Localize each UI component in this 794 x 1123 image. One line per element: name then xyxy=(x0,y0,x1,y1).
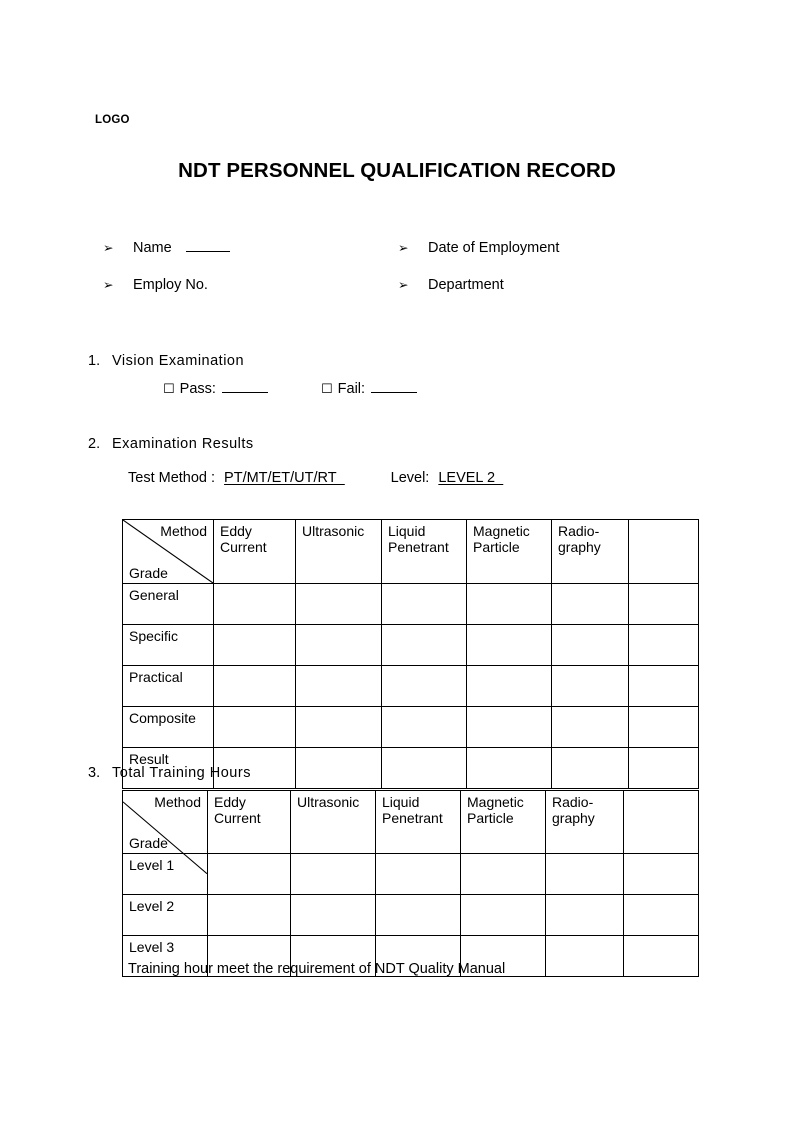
cell-specific-ultrasonic[interactable] xyxy=(296,625,382,666)
arrow-bullet-icon: ➢ xyxy=(103,277,114,292)
cell-practical-liquid-penetrant[interactable] xyxy=(382,666,467,707)
cell-level-2-eddy-current[interactable] xyxy=(208,895,291,936)
vision-fail-label: Fail: xyxy=(337,381,366,397)
cell-practical-magnetic-particle[interactable] xyxy=(467,666,552,707)
cell-composite-ultrasonic[interactable] xyxy=(296,707,382,748)
vision-pass-option[interactable] xyxy=(163,381,268,397)
vision-fail-blank[interactable] xyxy=(371,381,417,393)
cell-general-ultrasonic[interactable] xyxy=(296,584,382,625)
section-number: 1. xyxy=(88,353,101,369)
cell-result-liquid-penetrant[interactable] xyxy=(382,748,467,789)
section-title: Total Training Hours xyxy=(112,765,251,781)
field-employ-no-label: Employ No. xyxy=(133,277,208,293)
column-header-label: Radio- graphy xyxy=(552,794,595,827)
field-department xyxy=(398,277,504,293)
column-header-label: Liquid Penetrant xyxy=(382,794,443,827)
cell-specific-magnetic-particle[interactable] xyxy=(467,625,552,666)
cell-result-ultrasonic[interactable] xyxy=(296,748,382,789)
cell-composite-blank[interactable] xyxy=(629,707,699,748)
column-header-ultrasonic xyxy=(291,791,376,854)
column-header-label: Magnetic Particle xyxy=(473,523,530,556)
cell-composite-magnetic-particle[interactable] xyxy=(467,707,552,748)
column-header-ultrasonic xyxy=(296,520,382,584)
column-header-label: Ultrasonic xyxy=(297,794,360,810)
cell-specific-eddy-current[interactable] xyxy=(214,625,296,666)
checkbox-icon[interactable]: ☐ xyxy=(163,382,175,397)
cell-practical-blank[interactable] xyxy=(629,666,699,707)
vision-pass-label: Pass: xyxy=(179,381,216,397)
cell-general-blank[interactable] xyxy=(629,584,699,625)
cell-level-1-radiography[interactable] xyxy=(546,854,624,895)
cell-level-1-blank[interactable] xyxy=(624,854,699,895)
cell-level-2-blank[interactable] xyxy=(624,895,699,936)
table-row xyxy=(123,895,699,936)
arrow-bullet-icon: ➢ xyxy=(103,240,114,255)
column-header-liquid-penetrant xyxy=(376,791,461,854)
column-header-liquid-penetrant xyxy=(382,520,467,584)
cell-specific-liquid-penetrant[interactable] xyxy=(382,625,467,666)
column-header-radiography xyxy=(546,791,624,854)
cell-composite-eddy-current[interactable] xyxy=(214,707,296,748)
page-title: NDT PERSONNEL QUALIFICATION RECORD xyxy=(178,159,616,182)
section-heading-examination-results xyxy=(88,436,254,452)
test-method-label: Test Method : xyxy=(128,470,216,486)
field-date-of-employment xyxy=(398,240,559,256)
table-row xyxy=(123,625,699,666)
cell-level-1-magnetic-particle[interactable] xyxy=(461,854,546,895)
cell-practical-radiography[interactable] xyxy=(552,666,629,707)
cell-composite-liquid-penetrant[interactable] xyxy=(382,707,467,748)
cell-level-1-ultrasonic[interactable] xyxy=(291,854,376,895)
field-name-blank[interactable] xyxy=(186,240,230,252)
header-corner-method-grade xyxy=(123,520,214,584)
column-header-label: Eddy Current xyxy=(214,794,261,827)
checkbox-icon[interactable]: ☐ xyxy=(321,382,333,397)
row-label-level-1: Level 1 xyxy=(123,854,208,895)
corner-grade-label: Grade xyxy=(129,564,168,581)
field-department-label: Department xyxy=(428,277,504,293)
identity-bullet-list xyxy=(95,240,715,314)
cell-specific-blank[interactable] xyxy=(629,625,699,666)
identity-row xyxy=(95,240,715,277)
identity-row xyxy=(95,277,715,314)
row-label-specific: Specific xyxy=(123,625,214,666)
row-label-result: Result xyxy=(123,748,214,789)
row-label-general: General xyxy=(123,584,214,625)
table-header-row xyxy=(123,520,699,584)
field-employ-no xyxy=(103,277,208,293)
column-header-label: Magnetic Particle xyxy=(467,794,524,827)
cell-level-2-radiography[interactable] xyxy=(546,895,624,936)
cell-specific-radiography[interactable] xyxy=(552,625,629,666)
level-value[interactable]: LEVEL 2_ xyxy=(438,470,504,486)
corner-method-label: Method xyxy=(160,523,207,539)
row-label-practical: Practical xyxy=(123,666,214,707)
section-title: Examination Results xyxy=(112,436,254,452)
table-header-row xyxy=(123,791,699,854)
column-header-eddy-current xyxy=(208,791,291,854)
cell-level-3-blank[interactable] xyxy=(624,936,699,977)
field-name-label: Name xyxy=(133,240,172,256)
table-row xyxy=(123,584,699,625)
section-heading-total-training-hours xyxy=(88,765,251,781)
column-header-label: Radio- graphy xyxy=(558,523,601,556)
table-row xyxy=(123,666,699,707)
column-header-blank xyxy=(629,520,699,584)
cell-general-radiography[interactable] xyxy=(552,584,629,625)
cell-composite-radiography[interactable] xyxy=(552,707,629,748)
level-label: Level: xyxy=(390,470,430,486)
column-header-blank xyxy=(624,791,699,854)
arrow-bullet-icon: ➢ xyxy=(398,240,409,255)
cell-level-2-magnetic-particle[interactable] xyxy=(461,895,546,936)
row-label-composite: Composite xyxy=(123,707,214,748)
cell-level-2-ultrasonic[interactable] xyxy=(291,895,376,936)
cell-practical-eddy-current[interactable] xyxy=(214,666,296,707)
row-label-level-3: Level 3 xyxy=(123,936,208,977)
column-header-eddy-current xyxy=(214,520,296,584)
test-method-row xyxy=(128,470,503,486)
cell-general-liquid-penetrant[interactable] xyxy=(382,584,467,625)
cell-level-2-liquid-penetrant[interactable] xyxy=(376,895,461,936)
section-number: 2. xyxy=(88,436,101,452)
row-label-level-2: Level 2 xyxy=(123,895,208,936)
header-corner-method-grade xyxy=(123,791,208,854)
cell-practical-ultrasonic[interactable] xyxy=(296,666,382,707)
section-title: Vision Examination xyxy=(112,353,245,369)
training-hours-note: Training hour meet the requirement of NDT Quality Manual xyxy=(128,961,506,977)
field-date-of-employment-label: Date of Employment xyxy=(428,240,560,256)
section-number: 3. xyxy=(88,765,101,781)
cell-result-magnetic-particle[interactable] xyxy=(467,748,552,789)
examination-results-table xyxy=(122,519,699,789)
cell-level-1-eddy-current[interactable] xyxy=(208,854,291,895)
cell-level-3-radiography[interactable] xyxy=(546,936,624,977)
section-heading-vision-examination xyxy=(88,353,244,369)
vision-fail-option[interactable] xyxy=(321,381,417,397)
cell-general-eddy-current[interactable] xyxy=(214,584,296,625)
cell-general-magnetic-particle[interactable] xyxy=(467,584,552,625)
total-training-hours-table xyxy=(122,790,699,977)
column-header-radiography xyxy=(552,520,629,584)
column-header-magnetic-particle xyxy=(467,520,552,584)
column-header-label: Ultrasonic xyxy=(302,523,365,539)
column-header-label: Eddy Current xyxy=(220,523,267,556)
table-row xyxy=(123,854,699,895)
column-header-label: Liquid Penetrant xyxy=(388,523,449,556)
vision-pass-blank[interactable] xyxy=(222,381,268,393)
cell-result-radiography[interactable] xyxy=(552,748,629,789)
test-method-value[interactable]: PT/MT/ET/UT/RT_ xyxy=(224,470,345,486)
table-row xyxy=(123,707,699,748)
column-header-magnetic-particle xyxy=(461,791,546,854)
corner-method-label: Method xyxy=(154,794,201,810)
cell-level-1-liquid-penetrant[interactable] xyxy=(376,854,461,895)
corner-grade-label: Grade xyxy=(129,834,168,851)
field-name xyxy=(103,240,230,256)
logo-placeholder: LOGO xyxy=(95,114,130,126)
arrow-bullet-icon: ➢ xyxy=(398,277,409,292)
cell-result-blank[interactable] xyxy=(629,748,699,789)
